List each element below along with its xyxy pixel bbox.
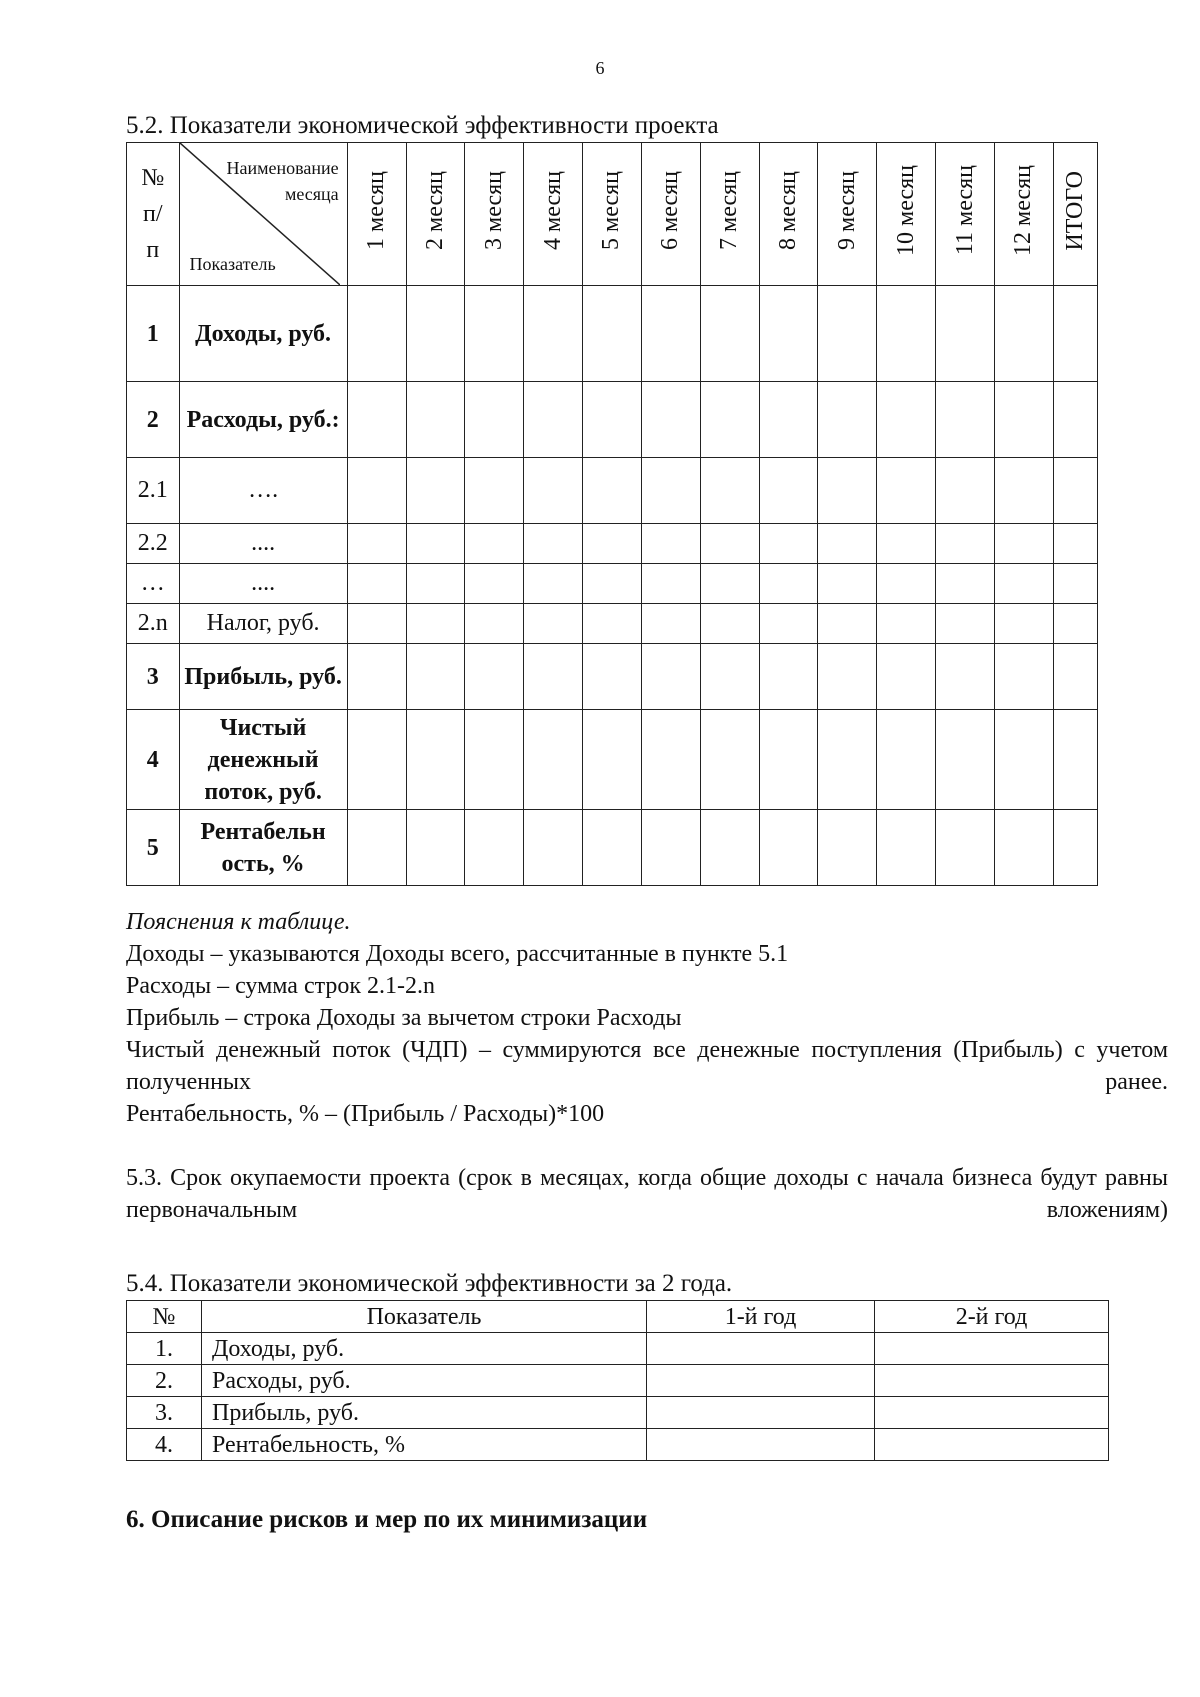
row-label: Доходы, руб. [202, 1333, 647, 1365]
value-cell [875, 1333, 1109, 1365]
row-label: Прибыль, руб. [179, 644, 347, 710]
month-header: 2 месяц [406, 143, 465, 286]
value-cell [1053, 286, 1097, 382]
value-cell [700, 524, 759, 564]
value-cell [1053, 382, 1097, 458]
value-cell [877, 564, 936, 604]
table-row [127, 458, 1098, 524]
month-header: 9 месяц [818, 143, 877, 286]
value-cell [936, 644, 995, 710]
note-line: Доходы – указываются Доходы всего, рассчитанные в пункте 5.1 [126, 941, 789, 967]
value-cell [641, 564, 700, 604]
value-cell [759, 644, 818, 710]
value-cell [818, 524, 877, 564]
value-cell [759, 810, 818, 886]
value-cell [875, 1365, 1109, 1397]
value-cell [406, 524, 465, 564]
value-cell [700, 564, 759, 604]
row-number: 2.1 [127, 458, 180, 524]
table-row [127, 644, 1098, 710]
value-cell [700, 286, 759, 382]
value-cell [994, 644, 1053, 710]
value-cell [818, 604, 877, 644]
value-cell [700, 644, 759, 710]
value-cell [818, 286, 877, 382]
notes-heading: Пояснения к таблице. [126, 909, 351, 935]
value-cell [465, 382, 524, 458]
value-cell [875, 1429, 1109, 1461]
value-cell [818, 644, 877, 710]
value-cell [524, 382, 583, 458]
value-cell [877, 382, 936, 458]
row-number: 2. [127, 1365, 202, 1397]
table-header-cell: 1-й год [647, 1301, 875, 1333]
value-cell [583, 564, 642, 604]
two-year-table [126, 1300, 1109, 1461]
value-cell [700, 382, 759, 458]
value-cell [647, 1365, 875, 1397]
value-cell [347, 810, 406, 886]
row-number: 2 [127, 382, 180, 458]
value-cell [877, 810, 936, 886]
row-number: … [127, 564, 180, 604]
value-cell [465, 524, 524, 564]
value-cell [465, 810, 524, 886]
month-header: 4 месяц [524, 143, 583, 286]
value-cell [583, 644, 642, 710]
table-row [127, 1397, 1109, 1429]
value-cell [524, 710, 583, 810]
section-54-title: 5.4. Показатели экономической эффективности за 2 года. [126, 1270, 733, 1297]
value-cell [465, 644, 524, 710]
row-label: Прибыль, руб. [202, 1397, 647, 1429]
value-cell [406, 644, 465, 710]
note-line: Рентабельность, % – (Прибыль / Расходы)*100 [126, 1101, 605, 1127]
value-cell [465, 604, 524, 644]
value-cell [347, 524, 406, 564]
row-label: .... [179, 564, 347, 604]
value-cell [936, 810, 995, 886]
value-cell [641, 604, 700, 644]
value-cell [818, 564, 877, 604]
value-cell [700, 810, 759, 886]
value-cell [406, 810, 465, 886]
value-cell [641, 644, 700, 710]
value-cell [347, 604, 406, 644]
value-cell [994, 286, 1053, 382]
row-number: 4. [127, 1429, 202, 1461]
value-cell [700, 604, 759, 644]
value-cell [524, 524, 583, 564]
value-cell [936, 564, 995, 604]
table-row [127, 1365, 1109, 1397]
row-label: Расходы, руб.: [179, 382, 347, 458]
row-number: 1 [127, 286, 180, 382]
value-cell [465, 710, 524, 810]
value-cell [994, 564, 1053, 604]
row-number: 1. [127, 1333, 202, 1365]
row-label: Чистый денежный поток, руб. [179, 710, 347, 810]
value-cell [647, 1333, 875, 1365]
value-cell [994, 710, 1053, 810]
month-header: 3 месяц [465, 143, 524, 286]
value-cell [936, 458, 995, 524]
value-cell [465, 286, 524, 382]
value-cell [818, 710, 877, 810]
value-cell [936, 382, 995, 458]
row-number: 3 [127, 644, 180, 710]
table-header-row [127, 1301, 1109, 1333]
note-line: Чистый денежный поток (ЧДП) – суммируются все денежные поступления (Прибыль) с учетом полученных ранее. [126, 1037, 1168, 1095]
table-header-row [127, 143, 1098, 286]
row-label: Налог, руб. [179, 604, 347, 644]
value-cell [759, 286, 818, 382]
value-cell [583, 810, 642, 886]
value-cell [936, 604, 995, 644]
value-cell [994, 810, 1053, 886]
value-cell [347, 644, 406, 710]
value-cell [759, 710, 818, 810]
value-cell [700, 710, 759, 810]
value-cell [1053, 710, 1097, 810]
row-number: 2.n [127, 604, 180, 644]
month-header: 7 месяц [700, 143, 759, 286]
value-cell [406, 564, 465, 604]
month-header: 11 месяц [936, 143, 995, 286]
value-cell [347, 382, 406, 458]
value-cell [1053, 810, 1097, 886]
row-number: 4 [127, 710, 180, 810]
table-row [127, 604, 1098, 644]
value-cell [1053, 524, 1097, 564]
value-cell [524, 604, 583, 644]
note-line: Расходы – сумма строк 2.1-2.n [126, 973, 436, 999]
month-header: 6 месяц [641, 143, 700, 286]
total-header: ИТОГО [1053, 143, 1097, 286]
value-cell [877, 644, 936, 710]
value-cell [641, 458, 700, 524]
value-cell [994, 458, 1053, 524]
table-row [127, 1333, 1109, 1365]
row-label: Рентабельн ость, % [179, 810, 347, 886]
value-cell [936, 710, 995, 810]
value-cell [936, 286, 995, 382]
value-cell [759, 382, 818, 458]
value-cell [465, 458, 524, 524]
value-cell [583, 286, 642, 382]
row-label: .... [179, 524, 347, 564]
value-cell [1053, 458, 1097, 524]
row-label: …. [179, 458, 347, 524]
month-header: 10 месяц [877, 143, 936, 286]
month-header: 8 месяц [759, 143, 818, 286]
value-cell [524, 286, 583, 382]
value-cell [936, 524, 995, 564]
value-cell [524, 564, 583, 604]
value-cell [347, 286, 406, 382]
value-cell [818, 458, 877, 524]
row-number: 3. [127, 1397, 202, 1429]
row-label: Рентабельность, % [202, 1429, 647, 1461]
value-cell [647, 1429, 875, 1461]
value-cell [641, 286, 700, 382]
value-cell [877, 710, 936, 810]
row-label: Расходы, руб. [202, 1365, 647, 1397]
value-cell [347, 458, 406, 524]
table-row [127, 564, 1098, 604]
value-cell [347, 710, 406, 810]
value-cell [818, 810, 877, 886]
value-cell [406, 604, 465, 644]
month-header: 5 месяц [583, 143, 642, 286]
value-cell [647, 1397, 875, 1429]
value-cell [994, 524, 1053, 564]
value-cell [759, 604, 818, 644]
value-cell [347, 564, 406, 604]
value-cell [994, 382, 1053, 458]
value-cell [583, 710, 642, 810]
table-row [127, 286, 1098, 382]
value-cell [1053, 564, 1097, 604]
value-cell [818, 382, 877, 458]
table-row [127, 524, 1098, 564]
month-header: 12 месяц [994, 143, 1053, 286]
value-cell [700, 458, 759, 524]
value-cell [524, 644, 583, 710]
indicator-header-label: Показатель [189, 254, 276, 274]
value-cell [641, 710, 700, 810]
section-52-title: 5.2. Показатели экономической эффективности проекта [126, 112, 719, 139]
note-line: Прибыль – строка Доходы за вычетом строки Расходы [126, 1005, 682, 1031]
section-6-title: 6. Описание рисков и мер по их минимизации [126, 1506, 648, 1533]
month-header: 1 месяц [347, 143, 406, 286]
value-cell [524, 458, 583, 524]
value-cell [406, 286, 465, 382]
value-cell [759, 458, 818, 524]
value-cell [1053, 644, 1097, 710]
value-cell [759, 564, 818, 604]
value-cell [759, 524, 818, 564]
month-header-label: Наименование месяца [226, 158, 339, 204]
value-cell [524, 810, 583, 886]
value-cell [877, 604, 936, 644]
value-cell [875, 1397, 1109, 1429]
value-cell [406, 458, 465, 524]
table-row [127, 810, 1098, 886]
value-cell [877, 286, 936, 382]
diagonal-header-cell [179, 143, 347, 286]
value-cell [583, 458, 642, 524]
efficiency-table [126, 142, 1098, 886]
num-header: № п/ п [127, 143, 180, 286]
table-header-cell: № [127, 1301, 202, 1333]
table-row [127, 1429, 1109, 1461]
value-cell [583, 524, 642, 564]
value-cell [1053, 604, 1097, 644]
value-cell [465, 564, 524, 604]
value-cell [641, 524, 700, 564]
value-cell [641, 810, 700, 886]
section-53-text: 5.3. Срок окупаемости проекта (срок в месяцах, когда общие доходы с начала бизнеса будут равны первоначальным вложениям) [126, 1165, 1168, 1223]
row-number: 5 [127, 810, 180, 886]
value-cell [877, 524, 936, 564]
value-cell [406, 710, 465, 810]
value-cell [877, 458, 936, 524]
table-row [127, 710, 1098, 810]
table-row [127, 382, 1098, 458]
value-cell [641, 382, 700, 458]
table-header-cell: Показатель [202, 1301, 647, 1333]
value-cell [994, 604, 1053, 644]
table-header-cell: 2-й год [875, 1301, 1109, 1333]
row-number: 2.2 [127, 524, 180, 564]
value-cell [406, 382, 465, 458]
value-cell [583, 604, 642, 644]
page-number: 6 [595, 58, 605, 78]
row-label: Доходы, руб. [179, 286, 347, 382]
value-cell [583, 382, 642, 458]
